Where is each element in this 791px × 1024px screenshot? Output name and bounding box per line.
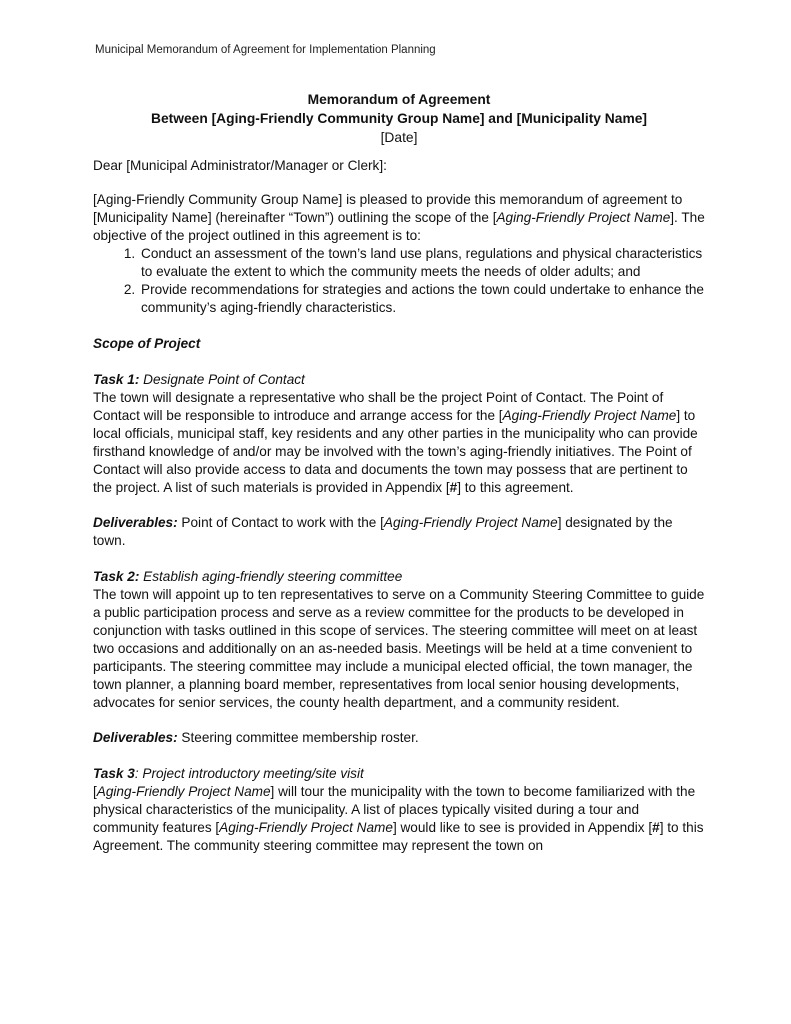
task1-heading (93, 371, 705, 389)
task1-appendix-ref: # (449, 480, 458, 495)
task2-title: Establish aging-friendly steering committee (143, 569, 403, 584)
task1-project-name: Aging-Friendly Project Name (502, 408, 677, 423)
document-date: [Date] (380, 130, 418, 145)
task2-deliverables-label: Deliverables: (93, 730, 178, 745)
document-body (93, 90, 705, 855)
intro-paragraph (93, 191, 705, 245)
task1-deliverables-label: Deliverables: (93, 515, 178, 530)
task2-deliverables (93, 729, 705, 747)
objectives-list (93, 245, 705, 317)
title-block (93, 90, 705, 147)
task2-heading (93, 568, 705, 586)
task1-label: Task 1: (93, 372, 140, 387)
task1-text-a: The town will designate a representative who shall be the project Point of Contact. The Point of Contact will be responsible to introduce and arrange access for the [ (93, 390, 664, 423)
task3-title: : Project introductory meeting/site visit (134, 766, 364, 781)
salutation: Dear [Municipal Administrator/Manager or Clerk]: (93, 158, 387, 173)
objective-item: 2. Provide recommendations for strategies and actions the town could undertake to enhance the community’s aging-friendly characteristics. (139, 281, 705, 317)
task3-project-name-2: Aging-Friendly Project Name (219, 820, 393, 835)
document-title: Memorandum of Agreement (307, 92, 491, 107)
task3-heading (93, 765, 705, 783)
task3-body (93, 783, 705, 855)
task3-text-b: ] would like to see is provided in Appendix [ (392, 820, 653, 835)
task3-project-name-1: Aging-Friendly Project Name (96, 784, 271, 799)
document-parties: Between [Aging-Friendly Community Group Name] and [Municipality Name] (151, 111, 647, 126)
task2-body: The town will appoint up to ten representatives to serve on a Community Steering Committee to guide a public participation process and serve as a review committee for the products to be developed in conjunction with tasks outlined in this scope of services. The steering committee will meet on at least two occasions and additionally on an as-needed basis. Meetings will be held at a time convenient to participants. The steering committee may include a municipal elected official, the town manager, the town planner, a planning board member, representatives from local senior housing developments, advocates for senior services, the county health department, and a community resident. (93, 587, 705, 710)
running-header: Municipal Memorandum of Agreement for Implementation Planning (95, 44, 436, 56)
task1-text-b: ] to local officials, municipal staff, key residents and any other parties in the municipality who can provide firsthand knowledge of and/or may be involved with the town’s aging-friendly initiatives. The Point of Contact will also provide access to data and documents the town may possess that are pertinent to the project. A list of such materials is provided in Appendix [ (93, 408, 698, 495)
task3-label: Task 3 (93, 766, 135, 781)
task2-deliv-text: Steering committee membership roster. (181, 730, 419, 745)
objective-item: 1. Conduct an assessment of the town’s land use plans, regulations and physical characteristics to evaluate the extent to which the community meets the needs of older adults; and (139, 245, 705, 281)
intro-project-name: Aging-Friendly Project Name (496, 210, 671, 225)
task3-appendix-ref: # (652, 820, 660, 835)
task1-deliv-text-b: ] designated by the town. (93, 515, 673, 548)
scope-heading: Scope of Project (93, 336, 201, 351)
task3-text-c: ] to this Agreement. The community steering committee may represent the town on (93, 820, 704, 853)
task1-text-c: ] to this agreement. (457, 480, 574, 495)
intro-text-b: ]. The objective of the project outlined in this agreement is to: (93, 210, 705, 243)
task1-deliv-project-name: Aging-Friendly Project Name (383, 515, 558, 530)
intro-text-a: [Aging-Friendly Community Group Name] is pleased to provide this memorandum of agreement to [Municipality Name] (hereinafter “Town”) outlining the scope of the [ (93, 192, 683, 225)
task1-title: Designate Point of Contact (143, 372, 305, 387)
task1-deliv-text-a: Point of Contact to work with the [ (181, 515, 384, 530)
task3-text-open: [ (93, 784, 97, 799)
task1-deliverables (93, 514, 705, 550)
task1-body (93, 389, 705, 497)
task3-text-a: ] will tour the municipality with the town to become familiarized with the physical characteristics of the municipality. A list of places typically visited during a tour and community features [ (93, 784, 696, 835)
task2-label: Task 2: (93, 569, 140, 584)
